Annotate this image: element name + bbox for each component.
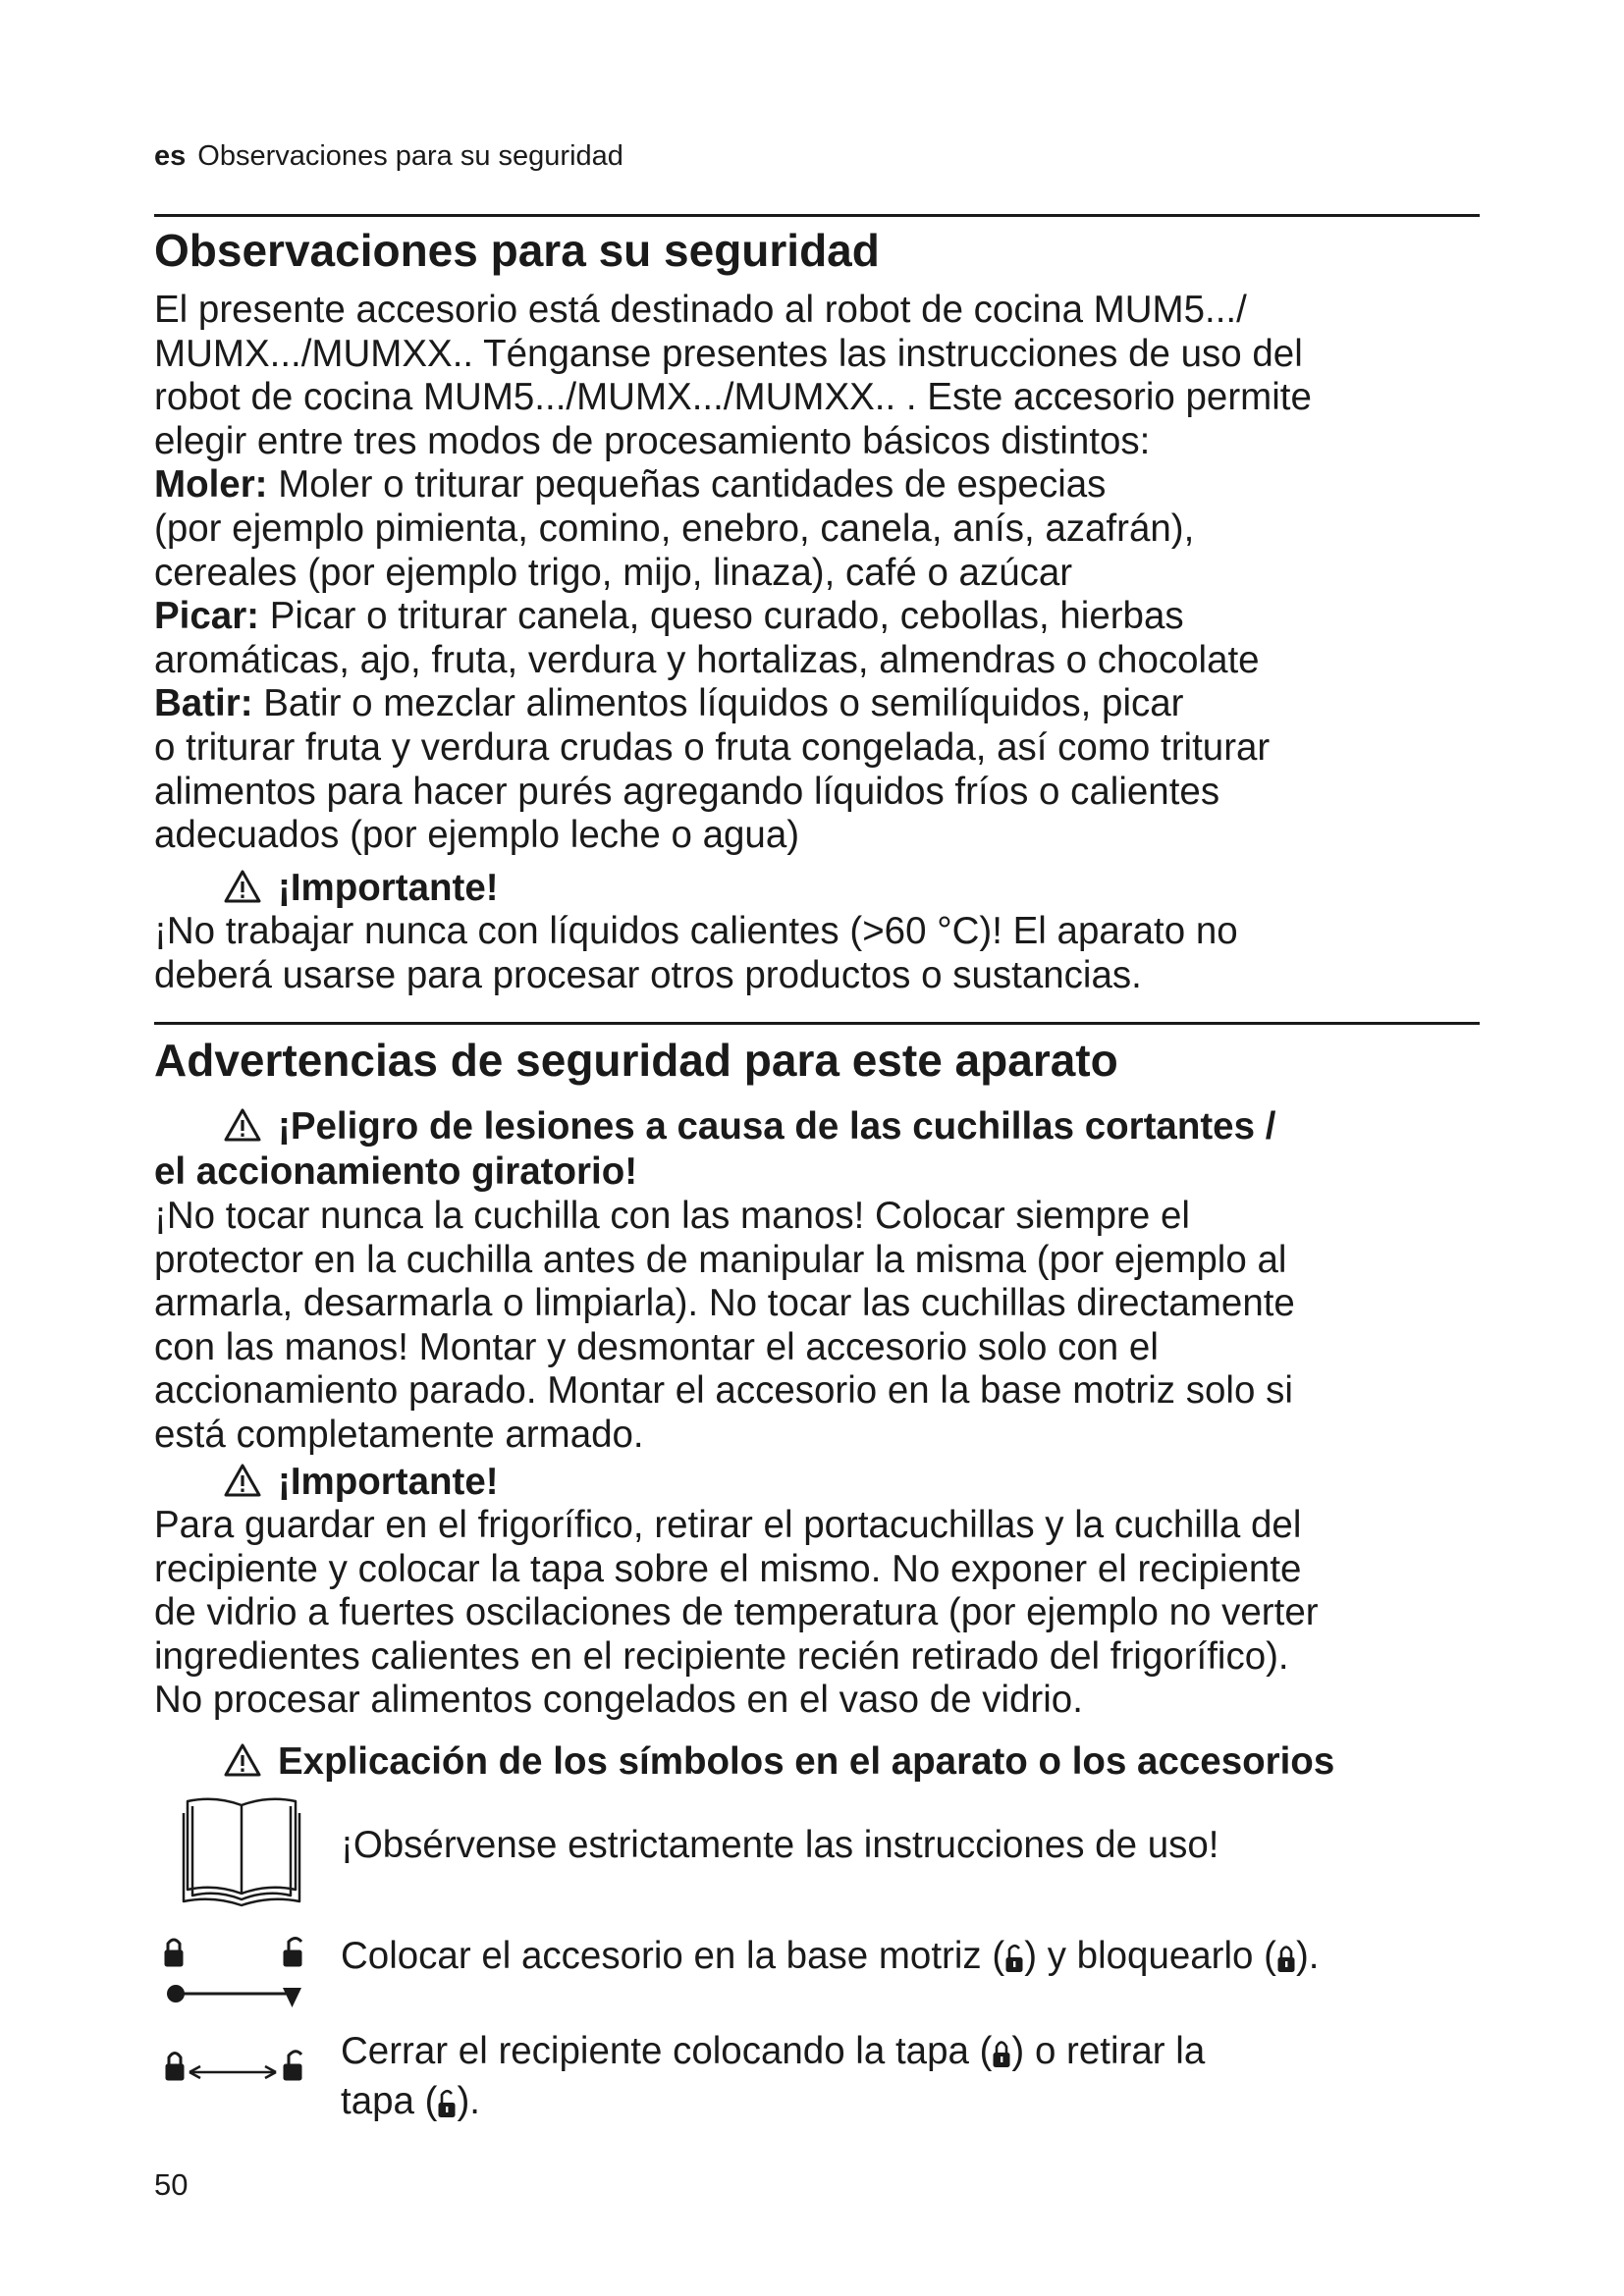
section-divider <box>154 1022 1480 1025</box>
mode-description: Picar o triturar canela, queso curado, cebollas, hierbas <box>259 595 1184 638</box>
mode-term: Picar: <box>154 595 260 638</box>
symbol-text-line <box>341 2080 1205 2130</box>
base-symbol-text <box>341 1935 1320 1985</box>
open-book-icon <box>180 1793 303 1907</box>
symbol-text-part: ). <box>1295 1935 1320 1977</box>
language-code: es <box>154 140 187 172</box>
mode-term: Moler: <box>154 463 268 507</box>
text-line: accionamiento parado. Montar el accesorio en la base motriz solo si <box>154 1369 1293 1413</box>
mode-description: Moler o triturar pequeñas cantidades de especias <box>267 463 1107 507</box>
important-text <box>154 1504 1509 1723</box>
text-line: está completamente armado. <box>154 1413 644 1456</box>
unlocked-padlock-icon <box>1004 1941 1024 1985</box>
text-line: El presente accesorio está destinado al robot de cocina MUM5.../ <box>154 289 1247 331</box>
symbol-text-part: ). <box>457 2079 480 2122</box>
locked-padlock-icon <box>1276 1941 1296 1985</box>
text-line: ingredientes calientes en el recipiente recién retirado del frigorífico). <box>154 1634 1289 1678</box>
warning-icon <box>223 1463 262 1508</box>
text-line: ¡No trabajar nunca con líquidos calientes (>60 °C)! El aparato no <box>154 910 1238 952</box>
mode-term: Batir: <box>154 682 253 725</box>
text-line: ¡No tocar nunca la cuchilla con las manos! Colocar siempre el <box>154 1195 1190 1237</box>
symbol-text-part: ) y bloquearlo ( <box>1024 1935 1276 1977</box>
unlocked-padlock-icon <box>437 2086 457 2130</box>
warning-icon <box>223 1107 262 1152</box>
locked-padlock-icon <box>992 2036 1011 2080</box>
mode-moler <box>154 463 1509 507</box>
text-line: Para guardar en el frigorífico, retirar el portacuchillas y la cuchilla del <box>154 1504 1302 1546</box>
text-line: protector en la cuchilla antes de manipular la misma (por ejemplo al <box>154 1238 1287 1281</box>
text-line: o triturar fruta y verdura crudas o fruta congelada, así como triturar <box>154 725 1271 769</box>
text-line: aromáticas, ajo, fruta, verdura y hortalizas, almendras o chocolate <box>154 638 1260 681</box>
important-title: ¡Importante! <box>278 867 499 909</box>
manual-symbol-text: ¡Obsérvense estrictamente las instrucciones de uso! <box>341 1824 1219 1866</box>
running-header <box>154 139 623 173</box>
text-line: armarla, desarmarla o limpiarla). No tocar las cuchillas directamente <box>154 1282 1295 1325</box>
intro-paragraph <box>154 289 1509 858</box>
text-line: MUMX.../MUMXX.. Ténganse presentes las instrucciones de uso del <box>154 332 1303 375</box>
mode-picar <box>154 595 1509 639</box>
running-header-title: Observaciones para su seguridad <box>197 140 623 172</box>
symbol-text-part: tapa ( <box>341 2079 438 2122</box>
danger-title: ¡Peligro de lesiones a causa de las cuchillas cortantes / <box>278 1105 1276 1148</box>
important-title: ¡Importante! <box>278 1461 499 1503</box>
text-line: (por ejemplo pimienta, comino, enebro, canela, anís, azafrán), <box>154 507 1195 550</box>
attach-lock-icon <box>164 1937 309 2015</box>
important-heading <box>223 1461 499 1508</box>
section-title: Observaciones para su seguridad <box>154 225 880 276</box>
lid-symbol-text <box>341 2030 1205 2129</box>
symbol-text-part: ) o retirar la <box>1011 2030 1206 2072</box>
text-line: cereales (por ejemplo trigo, mijo, linaza), café o azúcar <box>154 551 1073 594</box>
text-line: recipiente y colocar la tapa sobre el mismo. No exponer el recipiente <box>154 1547 1302 1590</box>
mode-batir <box>154 682 1509 726</box>
important-heading <box>223 867 499 914</box>
warning-icon <box>223 1742 262 1788</box>
text-line: robot de cocina MUM5.../MUMX.../MUMXX.. . Este accesorio permite <box>154 376 1312 419</box>
danger-text <box>154 1195 1509 1458</box>
text-line: elegir entre tres modos de procesamiento básicos distintos: <box>154 419 1151 462</box>
danger-heading-continued: el accionamiento giratorio! <box>154 1150 638 1193</box>
page-number: 50 <box>154 2167 189 2202</box>
symbols-heading <box>223 1740 1334 1788</box>
text-line: No procesar alimentos congelados en el vaso de vidrio. <box>154 1679 1083 1722</box>
symbol-text-part: Cerrar el recipiente colocando la tapa ( <box>341 2030 993 2072</box>
symbol-text-line <box>341 2030 1205 2080</box>
text-line: alimentos para hacer purés agregando líquidos fríos o calientes <box>154 770 1220 813</box>
text-line: adecuados (por ejemplo leche o agua) <box>154 814 800 857</box>
important-text <box>154 910 1509 997</box>
mode-description: Batir o mezclar alimentos líquidos o semilíquidos, picar <box>252 682 1184 725</box>
text-line: con las manos! Montar y desmontar el accesorio solo con el <box>154 1325 1159 1368</box>
text-line: deberá usarse para procesar otros productos o sustancias. <box>154 953 1142 996</box>
symbols-title: Explicación de los símbolos en el aparato o los accesorios <box>278 1740 1335 1783</box>
danger-heading <box>223 1105 1275 1152</box>
lid-lock-icon <box>164 2036 309 2093</box>
section-divider <box>154 214 1480 217</box>
text-line: de vidrio a fuertes oscilaciones de temperatura (por ejemplo no verter <box>154 1591 1319 1634</box>
warning-icon <box>223 869 262 914</box>
symbol-text-part: Colocar el accesorio en la base motriz ( <box>341 1935 1005 1977</box>
section-title: Advertencias de seguridad para este aparato <box>154 1035 1118 1086</box>
